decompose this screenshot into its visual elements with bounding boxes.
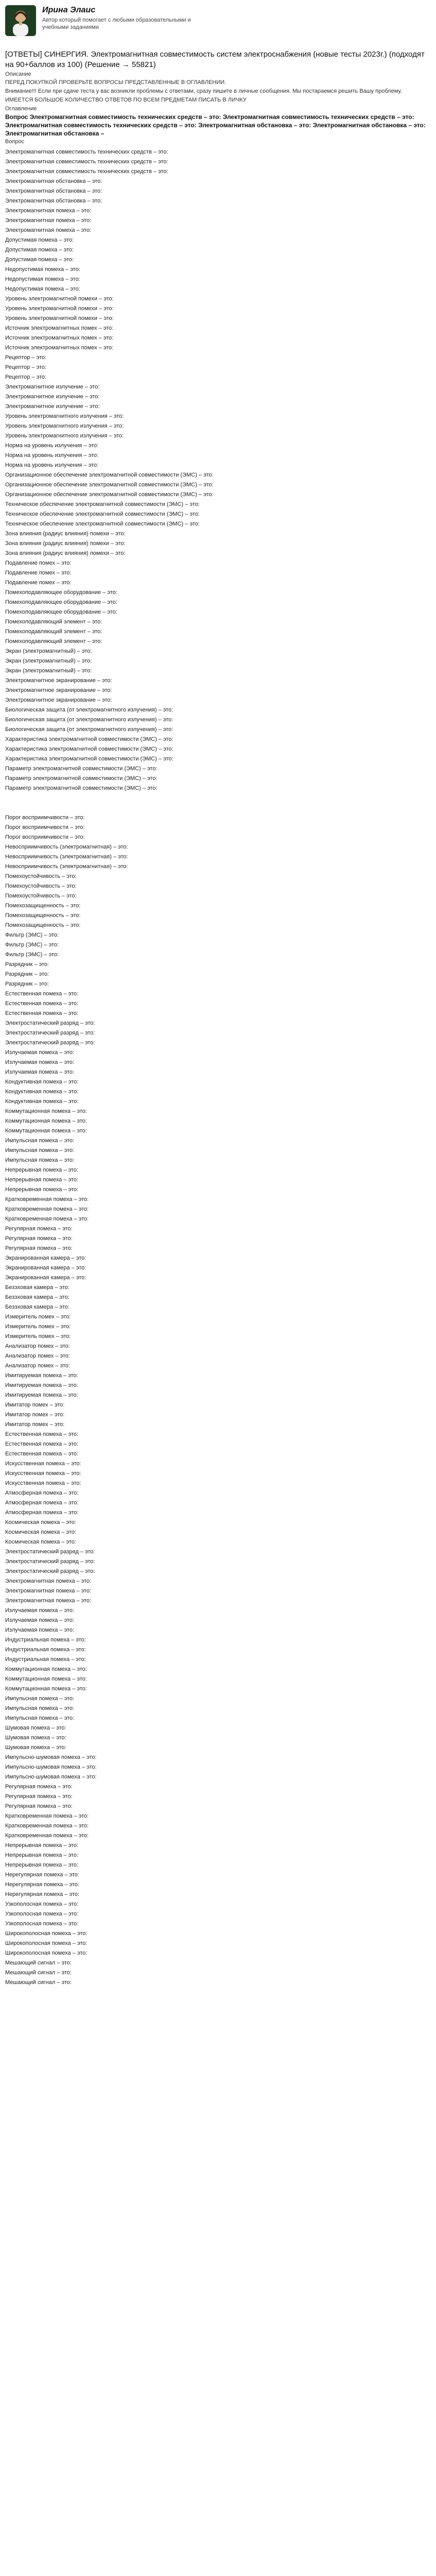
- question-item: Невосприимчивость (электромагнитная) – это:: [5, 844, 128, 850]
- question-list-a: [5, 147, 431, 793]
- question-item: Норма на уровень излучения – это:: [5, 443, 99, 449]
- question-item: Безэховая камера – это:: [5, 1294, 69, 1300]
- question-item: Импульсная помеха – это:: [5, 1138, 75, 1144]
- question-item: Источник электромагнитных помех – это:: [5, 335, 114, 341]
- question-item: Измеритель помех – это:: [5, 1324, 71, 1330]
- question-item: Широкополосная помеха – это:: [5, 1950, 88, 1956]
- question-item: Космическая помеха – это:: [5, 1539, 76, 1545]
- question-item: Разрядник – это:: [5, 961, 49, 968]
- question-item: Электростатический разряд – это:: [5, 1020, 95, 1026]
- question-item: Допустимая помеха – это:: [5, 257, 74, 263]
- question-item: Электромагнитная помеха – это:: [5, 1578, 92, 1584]
- question-item: Излучаемая помеха – это:: [5, 1049, 75, 1056]
- question-item: Индустриальная помеха – это:: [5, 1637, 86, 1643]
- question-item: Рецептор – это:: [5, 354, 47, 361]
- question-item: Фильтр (ЭМС) – это:: [5, 952, 59, 958]
- question-item: Кондуктивная помеха – это:: [5, 1089, 79, 1095]
- question-item: Подавление помех – это:: [5, 570, 72, 576]
- question-item: Широкополосная помеха – это:: [5, 1940, 88, 1946]
- question-item: Помехоподавляющее оборудование – это:: [5, 599, 117, 605]
- question-item: Электростатический разряд – это:: [5, 1549, 95, 1555]
- question-item: Экран (электромагнитный) – это:: [5, 658, 92, 664]
- question-item: Фильтр (ЭМС) – это:: [5, 932, 59, 938]
- question-item: Кратковременная помеха – это:: [5, 1833, 89, 1839]
- question-item: Безэховая камера – это:: [5, 1284, 69, 1291]
- question-item: Электромагнитная обстановка – это:: [5, 178, 102, 184]
- question-item: Помехоустойчивость – это:: [5, 873, 77, 879]
- question-item: Импульсно-шумовая помеха – это:: [5, 1774, 97, 1780]
- question-item: Организационное обеспечение электромагнитной совместимости (ЭМС) – это:: [5, 492, 214, 498]
- question-item: Организационное обеспечение электромагнитной совместимости (ЭМС) – это:: [5, 472, 214, 478]
- question-item: Уровень электромагнитного излучения – это:: [5, 413, 124, 419]
- question-item: Непрерывная помеха – это:: [5, 1862, 79, 1868]
- question-item: Коммутационная помеха – это:: [5, 1108, 87, 1114]
- question-item: Электромагнитное излучение – это:: [5, 384, 100, 390]
- description-label: Описание: [5, 71, 31, 77]
- question-item: Регулярная помеха – это:: [5, 1793, 73, 1800]
- question-item: Помехоподавляющее оборудование – это:: [5, 609, 117, 615]
- notice-line: ИМЕЕТСЯ БОЛЬШОЕ КОЛИЧЕСТВО ОТВЕТОВ ПО ВСЕМ ПРЕДМЕТАМ ПИСАТЬ В ЛИЧКУ: [5, 97, 247, 103]
- question-item: Естественная помеха – это:: [5, 1001, 79, 1007]
- question-item: Регулярная помеха – это:: [5, 1235, 73, 1242]
- question-item: Излучаемая помеха – это:: [5, 1607, 75, 1614]
- question-item: Уровень электромагнитного излучения – это:: [5, 433, 124, 439]
- question-item: Узкополосная помеха – это:: [5, 1911, 79, 1917]
- notice-block: [5, 78, 431, 105]
- question-item: Недопустимая помеха – это:: [5, 266, 80, 273]
- question-item: Кратковременная помеха – это:: [5, 1206, 89, 1212]
- question-item: Электростатический разряд – это:: [5, 1568, 95, 1574]
- question-item: Кратковременная помеха – это:: [5, 1813, 89, 1819]
- question-item: Недопустимая помеха – это:: [5, 286, 80, 292]
- question-item: Экранированная камера – это:: [5, 1275, 86, 1281]
- question-item: Излучаемая помеха – это:: [5, 1059, 75, 1065]
- question-item: Атмосферная помеха – это:: [5, 1500, 79, 1506]
- question-item: Измеритель помех – это:: [5, 1333, 71, 1340]
- question-item: Кондуктивная помеха – это:: [5, 1079, 79, 1085]
- question-item: Коммутационная помеха – это:: [5, 1666, 87, 1672]
- question-item: Электростатический разряд – это:: [5, 1030, 95, 1036]
- question-item: Электромагнитная помеха – это:: [5, 1588, 92, 1594]
- question-item: Техническое обеспечение электромагнитной совместимости (ЭМС) – это:: [5, 501, 200, 507]
- question-item: Электромагнитное экранирование – это:: [5, 697, 112, 703]
- question-item: Импульсно-шумовая помеха – это:: [5, 1764, 97, 1770]
- question-item: Техническое обеспечение электромагнитной совместимости (ЭМС) – это:: [5, 521, 200, 527]
- question-item: Коммутационная помеха – это:: [5, 1128, 87, 1134]
- question-item: Кондуктивная помеха – это:: [5, 1098, 79, 1105]
- question-item: Подавление помех – это:: [5, 580, 72, 586]
- section-gap: [5, 793, 431, 813]
- question-item: Источник электромагнитных помех – это:: [5, 345, 114, 351]
- question-item: Параметр электромагнитной совместимости (ЭМС) – это:: [5, 775, 158, 782]
- question-item: Недопустимая помеха – это:: [5, 276, 80, 282]
- question-item: Естественная помеха – это:: [5, 1010, 79, 1016]
- question-item: Электромагнитная совместимость технических средств – это:: [5, 168, 168, 175]
- question-item: Уровень электромагнитной помехи – это:: [5, 315, 114, 321]
- question-item: Электромагнитная помеха – это:: [5, 217, 92, 224]
- toc-heading: Оглавление: [5, 106, 37, 112]
- question-item: Невосприимчивость (электромагнитная) – это:: [5, 863, 128, 870]
- question-item: Электромагнитная обстановка – это:: [5, 198, 102, 204]
- question-item: Зона влияния (радиус влияния) помехи – это:: [5, 531, 126, 537]
- question-item: Электростатический разряд – это:: [5, 1558, 95, 1565]
- question-item: Кратковременная помеха – это:: [5, 1196, 89, 1202]
- question-item: Электромагнитная помеха – это:: [5, 227, 92, 233]
- question-item: Анализатор помех – это:: [5, 1363, 70, 1369]
- question-item: Естественная помеха – это:: [5, 1451, 79, 1457]
- question-item: Импульсная помеха – это:: [5, 1157, 75, 1163]
- question-item: Искусственная помеха – это:: [5, 1470, 81, 1477]
- question-item: Невосприимчивость (электромагнитная) – это:: [5, 854, 128, 860]
- question-item: Излучаемая помеха – это:: [5, 1617, 75, 1623]
- question-item: Электромагнитная обстановка – это:: [5, 188, 102, 194]
- question-item: Мешающий сигнал – это:: [5, 1979, 72, 1986]
- page-title: [ОТВЕТЫ] СИНЕРГИЯ. Электромагнитная совместимость систем электроснабжения (новые тесты 2023г.) (подходят на 90+баллов из 100) (Решение → 55821): [5, 50, 425, 69]
- question-item: Непрерывная помеха – это:: [5, 1167, 79, 1173]
- question-item: Норма на уровень излучения – это:: [5, 462, 99, 468]
- avatar-image: [5, 5, 36, 36]
- question-item: Мешающий сигнал – это:: [5, 1970, 72, 1976]
- question-item: Регулярная помеха – это:: [5, 1803, 73, 1809]
- question-item: Экранированная камера – это:: [5, 1265, 86, 1271]
- question-item: Шумовая помеха – это:: [5, 1725, 66, 1731]
- question-item: Естественная помеха – это:: [5, 1441, 79, 1447]
- avatar[interactable]: [5, 5, 36, 36]
- question-item: Кратковременная помеха – это:: [5, 1823, 89, 1829]
- question-item: Излучаемая помеха – это:: [5, 1627, 75, 1633]
- question-item: Регулярная помеха – это:: [5, 1226, 73, 1232]
- question-item: Параметр электромагнитной совместимости (ЭМС) – это:: [5, 766, 158, 772]
- question-item: Параметр электромагнитной совместимости (ЭМС) – это:: [5, 785, 158, 791]
- question-item: Излучаемая помеха – это:: [5, 1069, 75, 1075]
- question-item: Коммутационная помеха – это:: [5, 1686, 87, 1692]
- question-item: Непрерывная помеха – это:: [5, 1842, 79, 1849]
- question-item: Разрядник – это:: [5, 971, 49, 977]
- question-item: Непрерывная помеха – это:: [5, 1187, 79, 1193]
- question-item: Техническое обеспечение электромагнитной совместимости (ЭМС) – это:: [5, 511, 200, 517]
- question-item: Уровень электромагнитной помехи – это:: [5, 306, 114, 312]
- question-item: Рецептор – это:: [5, 364, 47, 370]
- question-item: Характеристика электромагнитной совместимости (ЭМС) – это:: [5, 756, 173, 762]
- question-label: Вопрос: [5, 139, 25, 145]
- author-description: Автор который помогает с любыми образовательными и учебными заданиями: [42, 17, 191, 30]
- question-item: Характеристика электромагнитной совместимости (ЭМС) – это:: [5, 746, 173, 752]
- question-item: Экран (электромагнитный) – это:: [5, 648, 92, 654]
- question-item: Характеристика электромагнитной совместимости (ЭМС) – это:: [5, 736, 173, 742]
- question-item: Порог восприимчивости – это:: [5, 815, 85, 821]
- question-item: Импульсная помеха – это:: [5, 1715, 75, 1721]
- question-item: Помехозащищенность – это:: [5, 912, 81, 919]
- question-item: Нерегулярная помеха – это:: [5, 1891, 79, 1897]
- question-item: Уровень электромагнитной помехи – это:: [5, 296, 114, 302]
- question-item: Разрядник – это:: [5, 981, 49, 987]
- question-item: Организационное обеспечение электромагнитной совместимости (ЭМС) – это:: [5, 482, 214, 488]
- question-item: Биологическая защита (от электромагнитного излучения) – это:: [5, 717, 173, 723]
- question-item: Электромагнитное излучение – это:: [5, 394, 100, 400]
- question-list-b: [5, 813, 431, 1988]
- question-item: Нерегулярная помеха – это:: [5, 1882, 79, 1888]
- question-item: Имитатор помех – это:: [5, 1421, 65, 1428]
- question-item: Допустимая помеха – это:: [5, 247, 74, 253]
- question-item: Имитатор помех – это:: [5, 1402, 65, 1408]
- question-item: Импульсно-шумовая помеха – это:: [5, 1754, 97, 1760]
- question-item: Регулярная помеха – это:: [5, 1784, 73, 1790]
- question-item: Экранированная камера – это:: [5, 1255, 86, 1261]
- question-item: Источник электромагнитных помех – это:: [5, 325, 114, 331]
- question-item: Порог восприимчивости – это:: [5, 834, 85, 840]
- question-item: Регулярная помеха – это:: [5, 1245, 73, 1251]
- question-item: Фильтр (ЭМС) – это:: [5, 942, 59, 948]
- question-item: Космическая помеха – это:: [5, 1529, 76, 1535]
- question-item: Импульсная помеха – это:: [5, 1696, 75, 1702]
- question-item: Электростатический разряд – это:: [5, 1040, 95, 1046]
- question-item: Помехоустойчивость – это:: [5, 883, 77, 889]
- question-item: Помехозащищенность – это:: [5, 903, 81, 909]
- question-item: Измеритель помех – это:: [5, 1314, 71, 1320]
- question-item: Электромагнитная совместимость технических средств – это:: [5, 149, 168, 155]
- notice-line: ПЕРЕД ПОКУПКОЙ ПРОВЕРЬТЕ ВОПРОСЫ ПРЕДСТАВЛЕННЫЕ В ОГЛАВЛЕНИИ.: [5, 79, 226, 86]
- question-item: Уровень электромагнитного излучения – это:: [5, 423, 124, 429]
- question-item: Помехоподавляющее оборудование – это:: [5, 589, 117, 596]
- question-item: Зона влияния (радиус влияния) помехи – это:: [5, 540, 126, 547]
- question-item: Мешающий сигнал – это:: [5, 1960, 72, 1966]
- question-item: Помехоподавляющий элемент – это:: [5, 638, 102, 645]
- question-item: Космическая помеха – это:: [5, 1519, 76, 1526]
- question-item: Помехозащищенность – это:: [5, 922, 81, 928]
- question-heading: Вопрос Электромагнитная совместимость технических средств – это: Электромагнитная совместимость технических средств – это: Электромагнитная совместимость технических средств – это: Электромагнитная обстановка – это: Электромагнитная обстановка – это: Электромагнитная обстановка –: [5, 113, 426, 137]
- document-body: [0, 49, 436, 1988]
- question-item: Помехоподавляющий элемент – это:: [5, 619, 102, 625]
- question-item: Коммутационная помеха – это:: [5, 1676, 87, 1682]
- question-item: Искусственная помеха – это:: [5, 1480, 81, 1486]
- question-item: Импульсная помеха – это:: [5, 1705, 75, 1711]
- notice-line: Внимание!!! Если при сдаче теста у вас возникли проблемы с ответами, сразу пишите в личные сообщения. Мы постараемся решить Вашу проблему.: [5, 88, 402, 94]
- question-item: Искусственная помеха – это:: [5, 1461, 81, 1467]
- question-item: Электромагнитная помеха – это:: [5, 1598, 92, 1604]
- question-item: Электромагнитная помеха – это:: [5, 208, 92, 214]
- question-item: Электромагнитная совместимость технических средств – это:: [5, 159, 168, 165]
- question-item: Зона влияния (радиус влияния) помехи – это:: [5, 550, 126, 556]
- question-item: Безэховая камера – это:: [5, 1304, 69, 1310]
- question-item: Коммутационная помеха – это:: [5, 1118, 87, 1124]
- question-item: Узкополосная помеха – это:: [5, 1901, 79, 1907]
- question-item: Индустриальная помеха – это:: [5, 1647, 86, 1653]
- question-item: Имитируемая помеха – это:: [5, 1392, 78, 1398]
- author-card: [0, 0, 436, 49]
- question-item: Непрерывная помеха – это:: [5, 1852, 79, 1858]
- question-item: Электромагнитное экранирование – это:: [5, 687, 112, 693]
- question-item: Анализатор помех – это:: [5, 1353, 70, 1359]
- question-item: Электромагнитное экранирование – это:: [5, 677, 112, 684]
- question-item: Биологическая защита (от электромагнитного излучения) – это:: [5, 707, 173, 713]
- question-item: Имитируемая помеха – это:: [5, 1382, 78, 1388]
- question-item: Допустимая помеха – это:: [5, 237, 74, 243]
- question-item: Имитируемая помеха – это:: [5, 1372, 78, 1379]
- question-item: Естественная помеха – это:: [5, 991, 79, 997]
- question-item: Имитатор помех – это:: [5, 1412, 65, 1418]
- author-name[interactable]: Ирина Элаис: [42, 6, 96, 14]
- question-item: Анализатор помех – это:: [5, 1343, 70, 1349]
- question-item: Экран (электромагнитный) – это:: [5, 668, 92, 674]
- question-item: Подавление помех – это:: [5, 560, 72, 566]
- question-item: Индустриальная помеха – это:: [5, 1656, 86, 1663]
- question-item: Шумовая помеха – это:: [5, 1744, 66, 1751]
- question-item: Атмосферная помеха – это:: [5, 1510, 79, 1516]
- question-item: Биологическая защита (от электромагнитного излучения) – это:: [5, 726, 173, 733]
- question-item: Рецептор – это:: [5, 374, 47, 380]
- question-item: Порог восприимчивости – это:: [5, 824, 85, 831]
- question-item: Шумовая помеха – это:: [5, 1735, 66, 1741]
- question-item: Помехоподавляющий элемент – это:: [5, 629, 102, 635]
- question-item: Нерегулярная помеха – это:: [5, 1872, 79, 1878]
- question-item: Атмосферная помеха – это:: [5, 1490, 79, 1496]
- question-item: Широкополосная помеха – это:: [5, 1930, 88, 1937]
- question-item: Кратковременная помеха – это:: [5, 1216, 89, 1222]
- question-item: Электромагнитное излучение – это:: [5, 403, 100, 410]
- question-item: Импульсная помеха – это:: [5, 1147, 75, 1154]
- question-item: Непрерывная помеха – это:: [5, 1177, 79, 1183]
- question-item: Естественная помеха – это:: [5, 1431, 79, 1437]
- question-item: Помехоустойчивость – это:: [5, 893, 77, 899]
- question-item: Норма на уровень излучения – это:: [5, 452, 99, 459]
- question-item: Узкополосная помеха – это:: [5, 1921, 79, 1927]
